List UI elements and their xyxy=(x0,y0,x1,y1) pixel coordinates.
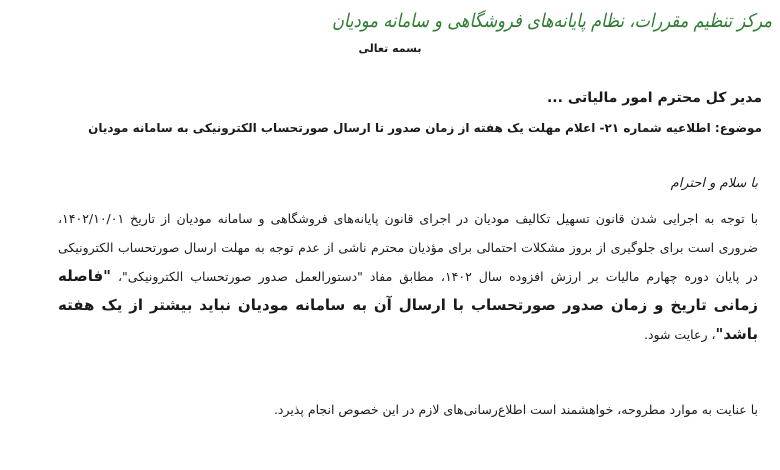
letterhead-org-name: مرکز تنظیم مقررات، نظام پایانه‌های فروشگاهی و سامانه مودیان xyxy=(332,10,772,32)
letter-body-ending: ، رعایت شود. xyxy=(643,327,716,342)
letter-body-emphasis: "فاصله زمانی تاریخ و زمان صدور صورتحساب با ارسال آن به سامانه مودیان نباید بیشتر از یک هفته باشد" xyxy=(58,267,758,343)
letter-body-paragraph xyxy=(58,204,758,349)
letter-closing: با عنایت به موارد مطروحه، خواهشمند است اطلاع‌رسانی‌های لازم در این خصوص انجام پذیرد. xyxy=(273,402,758,417)
letter-body-text: با توجه به اجرایی شدن قانون تسهیل تکالیف مودیان در اجرای قانون پایانه‌های فروشگاهی و سامانه مودیان از تاریخ ۱۴۰۲/۱۰/۰۱، ضروری است برای جلوگیری از بروز مشکلات احتمالی برای مؤدیان محترم ناشی از عدم توجه به مهلت ارسال صورتحساب الکترونیکی در پایان دوره چهارم مالیات بر ارزش افزوده سال ۱۴۰۲، مطابق مفاد "دستورالعمل صدور صورتحساب الکترونیکی"، xyxy=(58,211,758,284)
letterhead-invocation: بسمه تعالی xyxy=(358,42,422,55)
letter-subject: موضوع: اطلاعیه شماره ۲۱- اعلام مهلت یک هفته از زمان صدور تا ارسال صورتحساب الکترونیکی به سامانه مودیان xyxy=(88,121,762,135)
letter-greeting: با سلام و احترام xyxy=(670,176,758,191)
letter-addressee: مدیر کل محترم امور مالیاتی ... xyxy=(546,90,762,106)
